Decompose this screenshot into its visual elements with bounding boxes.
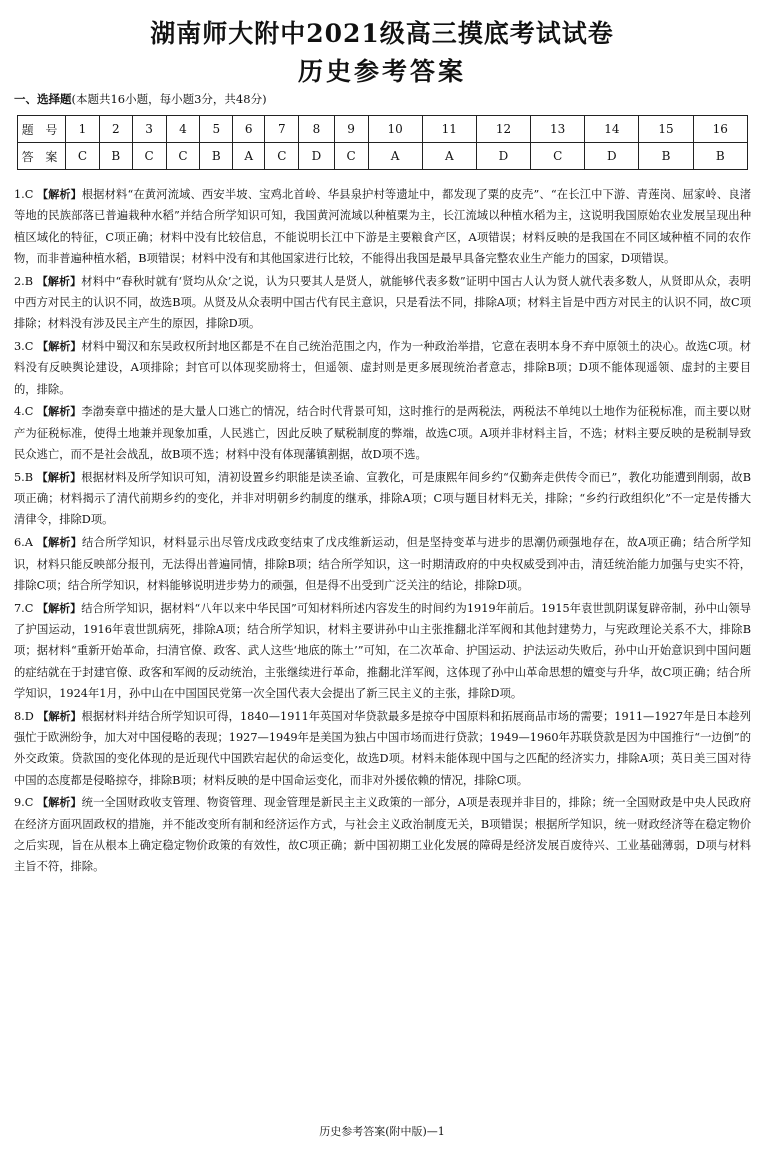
section-note: (本题共16小题，每小题3分，共48分) [71,92,267,106]
analysis-tag: 【解析】 [37,188,82,201]
section-name: 一、选择题 [14,92,72,106]
explanation-item [14,598,751,704]
answer-cell: D [476,143,530,170]
item-number-answer: 9.C [14,796,34,810]
exam-title: 湖南师大附中2021级高三摸底考试试卷 [150,19,614,48]
analysis-tag: 【解析】 [36,536,83,550]
analysis-tag: 【解析】 [37,709,82,723]
item-explanation-text: 根据材料并结合所学知识可得，1840—1911年英国对华贷款最多是掠夺中国原料和拓展商品市场的需要；1911—1927年是日本趁列强忙于欧洲纷争，加大对中国侵略的表现；1927—1949年是美国为独占中国市场而进行贷款；1949—1960年苏联贷款是因为中国推行“一边倒”的外交政策。贷款国的变化体现的是近现代中国跌宕起伏的命运变化，故选D项。材料未能体现中国与之匹配的经济实力，排除A项；英日美三国对待中国的态度都是侵略掠夺，排除B项；材料反映的是中国命运变化，而非对外援依赖的情况，排除C项。 [14,709,752,787]
item-number-answer: 5.B [14,470,34,484]
answer-cell: A [368,143,422,170]
explanation-item [14,792,751,877]
analysis-tag: 【解析】 [37,340,82,354]
item-explanation-text: 材料中蜀汉和东吴政权所封地区都是不在自己统治范围之内，作为一种政治举措，它意在表明本身不弃中原领土的决心。故选C项。材料没有反映舆论建设，A项排除；封官可以体现奖励将士，但遥领、虚封则是更多展现统治者意志，排除B项；D项不能体现遥领、虚封的主要目的，排除。 [14,340,752,396]
question-number-row [18,116,748,143]
item-number-answer: 7.C [14,601,34,615]
item-explanation-text: 统一全国财政收支管理、物资管理、现金管理是新民主主义政策的一部分，A项是表现并非目的，排除；统一全国财政是中央人民政府在经济方面巩固政权的措施，并不能改变所有制和经济运作方式，与社会主义政治制度无关，B项错误；根据所学知识，统一财政经济等在稳定物价之后实现，旨在从根本上确定稳定物价政策的有效性，故C项正确；新中国初期工业化发展的障碍是经济发展百废待兴、工业基础薄弱，D项与材料主旨不符，排除。 [14,796,752,874]
answer-cell: C [334,143,368,170]
page-footer: 历史参考答案(附中版)—1 [319,1125,445,1138]
explanation-item [14,271,751,335]
row-label-answer: 答 案 [18,143,66,170]
analysis-tag: 【解析】 [37,405,82,419]
item-number-answer: 6.A [14,536,33,550]
explanation-item [14,184,751,269]
item-explanation-text: 根据材料及所学知识可知，清初设置乡约职能是读圣谕、宣教化，可是康熙年间乡约“仅勤奔走供传令而已”，教化功能遭到削弱，故B项正确；材料揭示了清代前期乡约的变化，并非对明朝乡约制度的继承，排除A项；C项与题目材料无关，排除；“乡约行政组织化”不一定是传播大清律令，排除D项。 [14,470,752,527]
question-number-cell: 2 [99,116,132,143]
item-number-answer: 3.C [14,340,34,354]
answer-cell: D [585,143,639,170]
answer-cell: B [200,143,233,170]
explanation-item [14,336,751,400]
analysis-tag: 【解析】 [36,470,82,484]
question-number-cell: 5 [200,116,233,143]
explanation-item [14,467,751,531]
answer-subtitle: 历史参考答案 [297,57,466,86]
question-number-cell: 13 [531,116,585,143]
question-number-cell: 15 [639,116,693,143]
question-number-cell: 10 [368,116,422,143]
question-number-cell: 12 [476,116,530,143]
analysis-tag: 【解析】 [36,274,82,288]
question-number-cell: 1 [66,116,100,143]
item-explanation-text: 根据材料“在黄河流域、西安半坡、宝鸡北首岭、华县泉护村等遗址中，都发现了粟的皮壳”、“在长江中下游、青莲岗、屈家岭、良渚等地的民族部落已普遍栽种水稻”并结合所学知识可知，我国黄河流域以种植粟为主，长江流域以种植水稻为主，这说明我国原始农业发展呈现出种植区域化的特征，C项正确；材料中没有比较信息，不能说明长江中下游是主要粮食产区，A项错误；材料反映的是我国在不同区域种植不同的农作物，而非普遍种植水稻，B项错误；材料中没有和其他国家进行比较，不能得出我国是最早具备完整农业生产能力的国家，D项错误。 [14,188,751,265]
row-label-number: 题 号 [18,116,66,143]
item-number-answer: 1.C [14,188,34,201]
question-number-cell: 16 [693,116,747,143]
answer-cell: B [639,143,693,170]
answer-cell: D [299,143,334,170]
answer-cell: C [531,143,585,170]
analysis-tag: 【解析】 [37,796,82,810]
item-explanation-text: 李渤奏章中描述的是大量人口逃亡的情况，结合时代背景可知，这时推行的是两税法，两税法不单纯以土地作为征税标准，而主要以财产为征税标准，使得土地兼并现象加重，人民逃亡，因此反映了赋税制度的弊端，故选C项。A项并非材料主旨，不选；材料主要反映的是税制导致民众逃亡，而不是社会战乱，故B项不选；材料中没有体现藩镇割据，故D项不选。 [14,405,751,462]
question-number-cell: 8 [299,116,334,143]
answer-cell: C [132,143,166,170]
answer-cell: C [265,143,299,170]
answer-cell: C [66,143,100,170]
answer-cell: A [233,143,265,170]
analysis-tag: 【解析】 [37,601,82,615]
item-number-answer: 2.B [14,274,34,288]
explanation-item [14,401,751,465]
question-number-cell: 11 [422,116,476,143]
answer-row [18,143,748,170]
answer-table [17,115,748,170]
answer-cell: A [422,143,476,170]
item-explanation-text: 结合所学知识，材料显示出尽管戊戌政变结束了戊戌维新运动，但是坚持变革与进步的思潮仍顽强地存在，故A项正确；结合所学知识，材料只能反映部分报刊，无法得出普遍同情，排除B项；结合所学知识，这一时期清政府的中央权威受到冲击，清廷统治能力加强与史实不符，排除C项；结合所学知识，材料能够说明进步势力的顽强，但是得不出受到广泛关注的结论，排除D项。 [14,536,751,592]
question-number-cell: 3 [132,116,166,143]
question-number-cell: 6 [233,116,265,143]
question-number-cell: 9 [334,116,368,143]
explanation-list [14,184,751,879]
item-explanation-text: 结合所学知识，据材料“八年以来中华民国”可知材料所述内容发生的时间约为1919年前后。1915年袁世凯阴谋复辟帝制，孙中山领导了护国运动，1916年袁世凯病死，排除A项；结合所学知识，材料主要讲孙中山主张推翻北洋军阀和其他封建势力，与宪政理论关系不大，排除B项；据材料“重新开始革命，扫清官僚、政客、武人这些‘地底的陈土’”可知，在二次革命、护国运动、护法运动失败后，孙中山开始意识到中国问题的症结就在于封建官僚、政客和军阀的反动统治，主张继续进行革命，推翻北洋军阀，这体现了孙中山革命思想的嬗变与升华，故C项正确；结合所学知识，1924年1月，孙中山在中国国民党第一次全国代表大会提出了新三民主义的主张，排除D项。 [14,601,752,700]
item-explanation-text: 材料中“春秋时就有‘贤均从众’之说，认为只要其人是贤人，就能够代表多数”证明中国古人认为贤人就代表多数人，从贤即从众，表明中西方对民主的认识不同，故选B项。从贤及从众表明中国古代有民主意识，只是看法不同，排除A项；材料主旨是中西方对民主的认识不同，故C项排除；材料没有涉及民主产生的原因，排除D项。 [14,274,752,331]
question-number-cell: 4 [166,116,200,143]
question-number-cell: 14 [585,116,639,143]
answer-cell: B [99,143,132,170]
answer-cell: B [693,143,747,170]
explanation-item [14,706,751,791]
question-number-cell: 7 [265,116,299,143]
section-heading [14,91,267,107]
item-number-answer: 8.D [14,709,34,723]
answer-cell: C [166,143,200,170]
item-number-answer: 4.C [14,405,34,419]
explanation-item [14,532,751,596]
